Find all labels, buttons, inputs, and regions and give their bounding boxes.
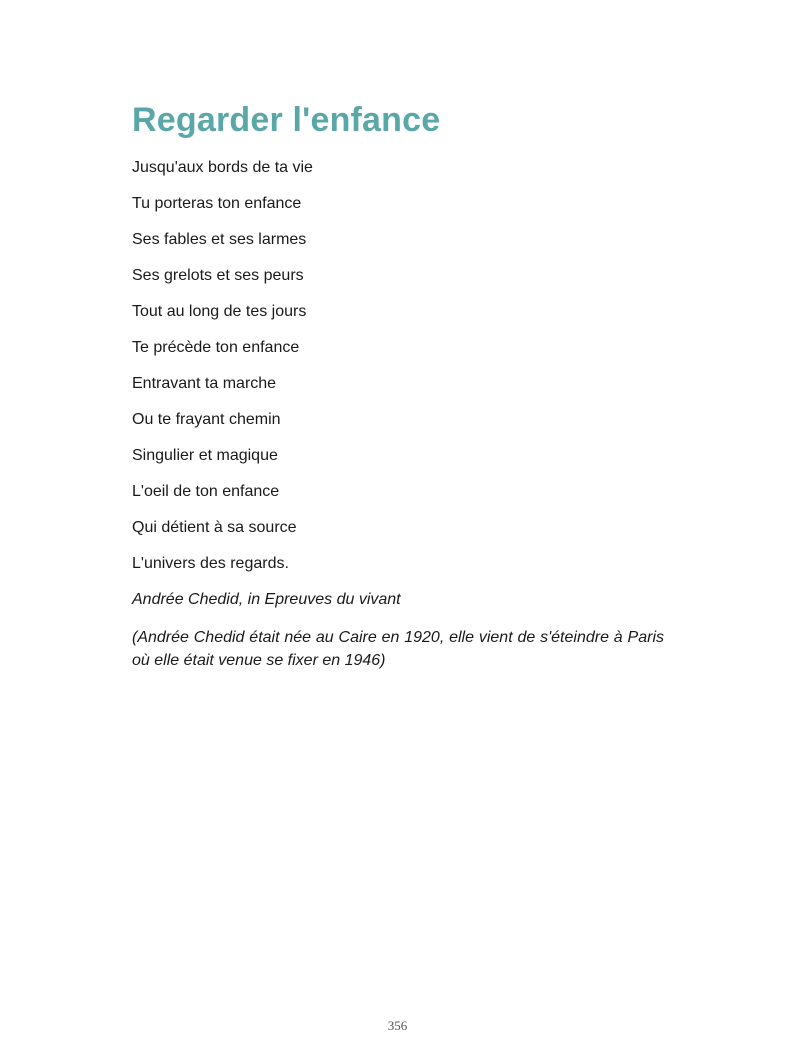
poem-body bbox=[132, 158, 664, 574]
poem-attribution: Andrée Chedid, in Epreuves du vivant bbox=[132, 591, 401, 608]
verse-line: Tu porteras ton enfance bbox=[132, 195, 302, 212]
biographical-note: (Andrée Chedid était née au Caire en 1920, elle vient de s'éteindre à Paris où elle était venue se fixer en 1946) bbox=[132, 629, 664, 669]
poem-title: Regarder l'enfance bbox=[132, 101, 441, 139]
verse-line: Ses fables et ses larmes bbox=[132, 231, 307, 248]
verse-line: Ou te frayant chemin bbox=[132, 411, 281, 428]
verse-line: Entravant ta marche bbox=[132, 375, 277, 392]
verse-line: Singulier et magique bbox=[132, 447, 278, 464]
verse-line: Tout au long de tes jours bbox=[132, 303, 307, 320]
verse-line: Ses grelots et ses peurs bbox=[132, 267, 304, 284]
document-page bbox=[132, 98, 664, 672]
verse-line: Qui détient à sa source bbox=[132, 519, 297, 536]
verse-line: L'univers des regards. bbox=[132, 555, 289, 572]
page-number: 356 bbox=[387, 1018, 408, 1033]
verse-line: Jusqu'aux bords de ta vie bbox=[132, 159, 313, 176]
verse-line: L'oeil de ton enfance bbox=[132, 483, 280, 500]
verse-line: Te précède ton enfance bbox=[132, 339, 300, 356]
